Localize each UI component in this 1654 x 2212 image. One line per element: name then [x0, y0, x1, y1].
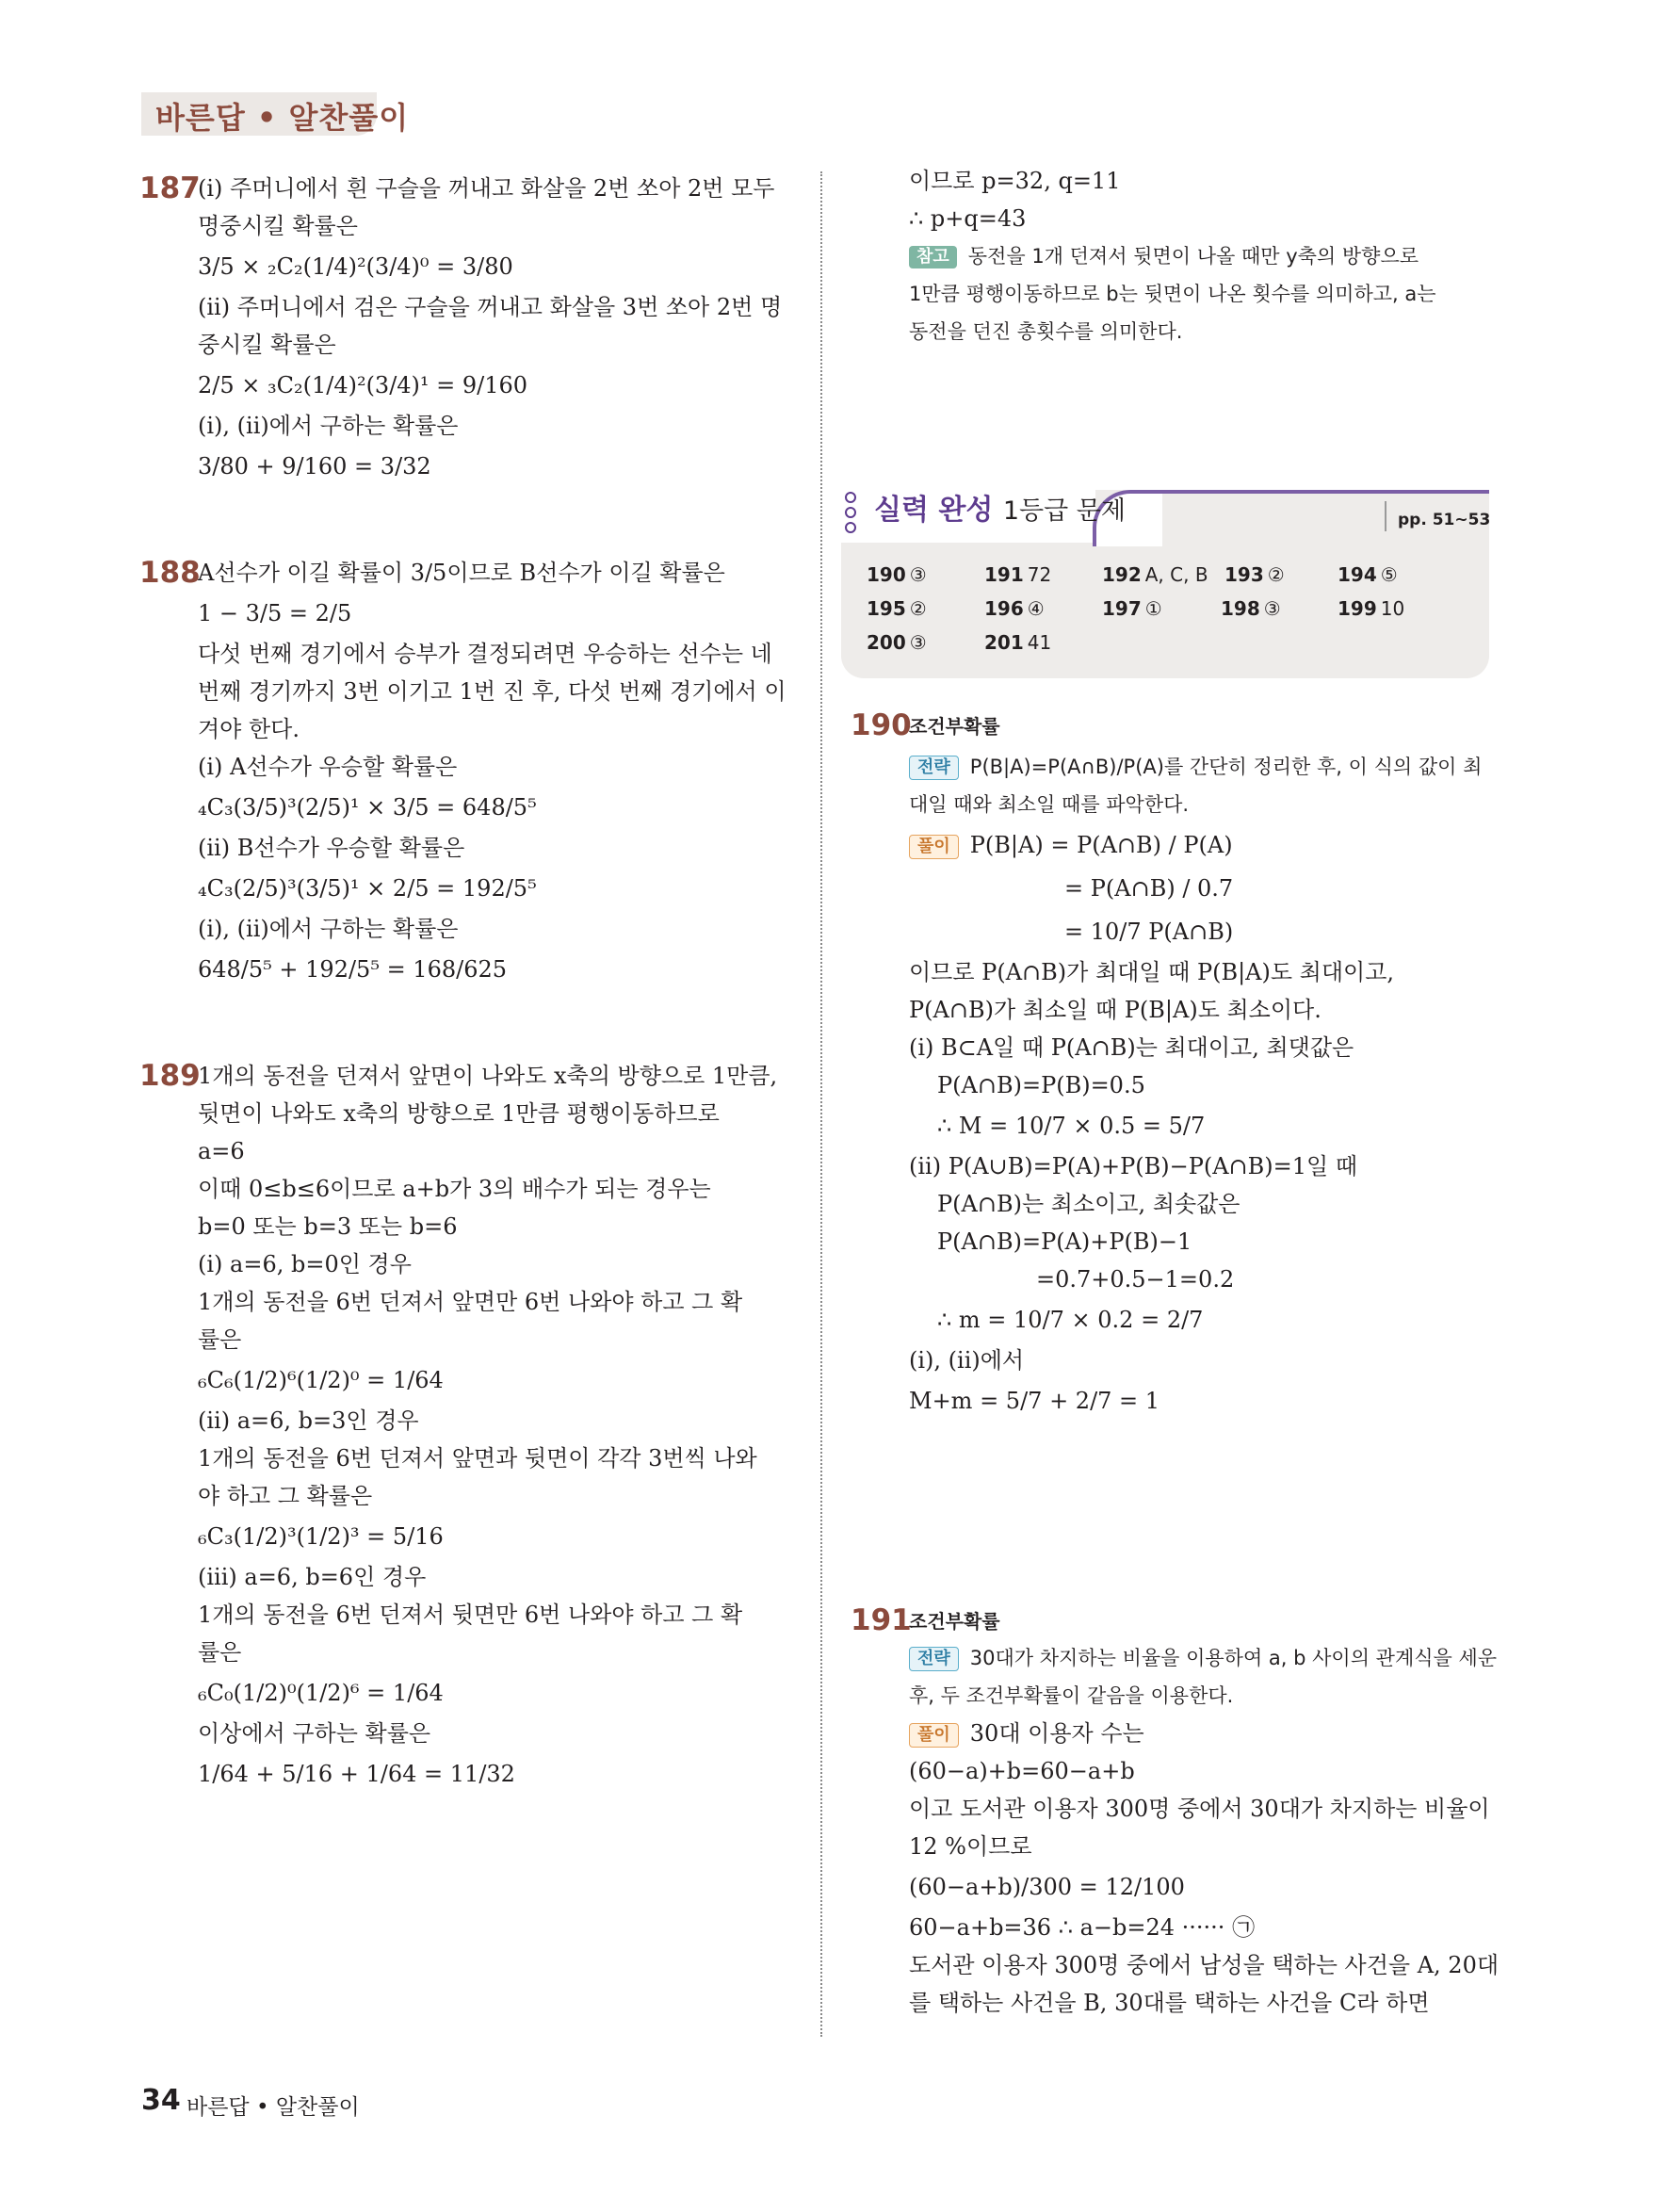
text-line: [141, 1170, 791, 1208]
solution-tag: 풀이: [909, 835, 959, 859]
note-line: [852, 237, 1502, 275]
answer-item: [1102, 563, 1208, 586]
answer-number: 194: [1338, 563, 1377, 586]
answer-box-header-line: [1154, 490, 1489, 494]
solution-line: ∴ m = 10/7 × 0.2 = 2/7: [937, 1307, 1204, 1333]
solution-line: = 10/7 P(A∩B): [1064, 919, 1234, 945]
problem-header: [852, 1602, 1502, 1639]
text-line: [141, 1283, 791, 1321]
answer-item: [867, 563, 927, 586]
line-text: ₄C₃(3/5)³(2/5)¹ × 3/5 = 648/5⁵: [198, 794, 537, 821]
spacer: [141, 991, 791, 1057]
solution-text: 30대 이용자 수는: [969, 1720, 1144, 1747]
text-line: [141, 1245, 791, 1283]
note-text: 동전을 1개 던져서 뒷면이 나올 때만 y축의 방향으로: [967, 245, 1419, 268]
line-text: 648/5⁵ + 192/5⁵ = 168/625: [198, 956, 508, 983]
line-text: (ii) a=6, b=3인 경우: [198, 1407, 419, 1434]
line-text: (i) a=6, b=0인 경우: [198, 1251, 412, 1277]
page-number: 34: [141, 2084, 181, 2117]
problem-191: [852, 1602, 1502, 2022]
text-line: [141, 910, 791, 948]
line-text: 명중시킬 확률은: [198, 213, 358, 239]
strategy-text: P(B|A)=P(A∩B)/P(A)를 간단히 정리한 후, 이 식의 값이 최: [969, 756, 1483, 778]
left-column: [141, 170, 791, 1796]
solution-line: P(A∩B)가 최소일 때 P(B|A)도 최소이다.: [909, 997, 1322, 1023]
column-divider: [820, 171, 822, 2037]
answer-value: ⑤: [1380, 563, 1398, 586]
problem-number: 189: [139, 1059, 201, 1093]
text-line: [141, 948, 791, 991]
answer-item: [867, 597, 927, 620]
line-text: 번째 경기까지 3번 이기고 1번 진 후, 다섯 번째 경기에서 이: [198, 678, 786, 705]
line-text: 3/80 + 9/160 = 3/32: [198, 453, 431, 480]
answer-item: [1224, 563, 1285, 586]
answer-value: ②: [1267, 563, 1285, 586]
solution-line: 60−a+b=36 ∴ a−b=24 ······ ㉠: [909, 1914, 1256, 1941]
text-line: [141, 673, 791, 710]
answer-value: ③: [909, 563, 927, 586]
problem-header: [852, 707, 1502, 748]
line-text: 이상에서 구하는 확률은: [198, 1720, 431, 1747]
solution-line: 이고 도서관 이용자 300명 중에서 30대가 차지하는 비율이: [909, 1796, 1490, 1822]
text-line: [141, 1558, 791, 1596]
text-line: [141, 326, 791, 364]
line-text: (ii) B선수가 우승할 확률은: [198, 835, 465, 861]
answer-value: ③: [1263, 597, 1281, 620]
solution-text: P(B|A) = P(A∩B) / P(A): [969, 832, 1233, 858]
problem-first-line: [141, 1057, 791, 1095]
solution-line: P(A∩B)=P(A)+P(B)−1: [937, 1228, 1192, 1255]
right-column-top: [852, 162, 1502, 350]
line-text: 2/5 × ₃C₂(1/4)²(3/4)¹ = 9/160: [198, 372, 528, 398]
note-tag: 참고: [909, 246, 957, 268]
answer-item: [984, 631, 1051, 654]
strategy-line: 대일 때와 최소일 때를 파악한다.: [909, 793, 1190, 816]
text-line: 이므로 p=32, q=11: [909, 168, 1121, 194]
answer-box-title-main: 실력 완성: [874, 494, 994, 527]
solution-line: 를 택하는 사건을 B, 30대를 택하는 사건을 C라 하면: [909, 1990, 1430, 2016]
text-line: [141, 1477, 791, 1515]
problem-first-line: [141, 170, 791, 207]
solution-tag: 풀이: [909, 1723, 959, 1748]
strategy-line: [852, 1639, 1502, 1677]
solution-line: (60−a+b)/300 = 12/100: [909, 1874, 1185, 1900]
solution-line: (i) B⊂A일 때 P(A∩B)는 최대이고, 최댓값은: [909, 1034, 1354, 1061]
line-text: (i) 주머니에서 흰 구슬을 꺼내고 화살을 2번 쏘아 2번 모두: [198, 175, 775, 202]
text-line: [141, 1439, 791, 1477]
answer-number: 198: [1221, 597, 1260, 620]
solution-line: = P(A∩B) / 0.7: [1064, 875, 1234, 902]
solution-line: 12 %이므로: [909, 1833, 1032, 1860]
line-text: 1개의 동전을 6번 던져서 앞면만 6번 나와야 하고 그 확: [198, 1289, 743, 1315]
solution-line: (60−a)+b=60−a+b: [909, 1758, 1135, 1784]
line-text: 이때 0≤b≤6이므로 a+b가 3의 배수가 되는 경우는: [198, 1176, 711, 1202]
text-line: [141, 1402, 791, 1439]
line-text: (iii) a=6, b=6인 경우: [198, 1564, 427, 1590]
answer-number: 195: [867, 597, 906, 620]
solution-line: =0.7+0.5−1=0.2: [1036, 1266, 1235, 1293]
line-text: ₆C₃(1/2)³(1/2)³ = 5/16: [198, 1523, 444, 1550]
text-line: [141, 407, 791, 445]
answer-box-title: [874, 486, 1126, 528]
solution-line: 이므로 P(A∩B)가 최대일 때 P(B|A)도 최대이고,: [909, 959, 1395, 985]
strategy-tag: 전략: [909, 756, 959, 780]
answer-value: ③: [909, 631, 927, 654]
solution-line: 도서관 이용자 300명 중에서 남성을 택하는 사건을 A, 20대: [909, 1952, 1500, 1978]
answer-number: 193: [1224, 563, 1264, 586]
note-line: 1만큼 평행이동하므로 b는 뒷면이 나온 횟수를 의미하고, a는: [909, 283, 1436, 305]
text-line: [141, 829, 791, 867]
problem-title: 조건부확률: [909, 715, 1000, 738]
problem-number: 187: [139, 171, 201, 205]
text-line: ∴ p+q=43: [909, 205, 1027, 232]
line-text: 1개의 동전을 던져서 앞면이 나와도 x축의 방향으로 1만큼,: [198, 1063, 778, 1089]
text-line: [141, 1515, 791, 1558]
text-line: [141, 364, 791, 407]
solution-line: M+m = 5/7 + 2/7 = 1: [909, 1388, 1160, 1414]
line-text: (i) A선수가 우승할 확률은: [198, 754, 458, 780]
answer-number: 192: [1102, 563, 1142, 586]
line-text: 1개의 동전을 6번 던져서 앞면과 뒷면이 각각 3번씩 나와: [198, 1445, 757, 1472]
text-line: [141, 1321, 791, 1358]
answer-number: 199: [1338, 597, 1377, 620]
solution-line: [852, 1715, 1502, 1752]
problem-number: 191: [851, 1603, 912, 1637]
bullet-dots-icon: [845, 492, 854, 537]
line-text: 1/64 + 5/16 + 1/64 = 11/32: [198, 1761, 515, 1787]
answer-value: 41: [1027, 631, 1052, 654]
answer-number: 197: [1102, 597, 1142, 620]
solution-line: (ii) P(A∪B)=P(A)+P(B)−P(A∩B)=1일 때: [909, 1153, 1358, 1179]
text-line: [141, 1358, 791, 1402]
note-line: 동전을 던진 총횟수를 의미한다.: [909, 320, 1183, 343]
problem-first-line: [141, 554, 791, 592]
solution-line: P(A∩B)는 최소이고, 최솟값은: [937, 1191, 1240, 1217]
answer-value: 72: [1027, 563, 1052, 586]
problem-number: 188: [139, 556, 201, 590]
answer-value: 10: [1380, 597, 1405, 620]
answer-value: ①: [1144, 597, 1162, 620]
line-text: 3/5 × ₂C₂(1/4)²(3/4)⁰ = 3/80: [198, 253, 513, 280]
text-line: [141, 867, 791, 910]
problem-title: 조건부확률: [909, 1610, 1000, 1633]
answer-number: 190: [867, 563, 906, 586]
line-text: 중시킬 확률은: [198, 332, 336, 358]
answer-number: 191: [984, 563, 1024, 586]
solution-line: [852, 823, 1502, 867]
text-line: [141, 592, 791, 635]
text-line: [141, 635, 791, 673]
line-text: (i), (ii)에서 구하는 확률은: [198, 916, 459, 942]
strategy-text: 30대가 차지하는 비율을 이용하여 a, b 사이의 관계식을 세운: [969, 1647, 1498, 1669]
line-text: 1 − 3/5 = 2/5: [198, 600, 352, 626]
problem-190: [852, 707, 1502, 1423]
text-line: [141, 445, 791, 488]
answer-item: [984, 563, 1051, 586]
line-text: ₄C₃(2/5)³(3/5)¹ × 2/5 = 192/5⁵: [198, 875, 537, 902]
line-text: (ii) 주머니에서 검은 구슬을 꺼내고 화살을 3번 쏘아 2번 명: [198, 294, 783, 320]
line-text: 1개의 동전을 6번 던져서 뒷면만 6번 나와야 하고 그 확: [198, 1602, 743, 1628]
text-line: [141, 786, 791, 829]
text-line: [141, 1671, 791, 1715]
answer-value: ②: [909, 597, 927, 620]
line-text: A선수가 이길 확률이 3/5이므로 B선수가 이길 확률은: [198, 560, 725, 586]
text-line: [141, 288, 791, 326]
answer-item: [1338, 597, 1404, 620]
answer-item: [867, 631, 927, 654]
spacer: [141, 488, 791, 554]
text-line: [141, 1634, 791, 1671]
solution-line: ∴ M = 10/7 × 0.5 = 5/7: [937, 1113, 1206, 1139]
line-text: ₆C₆(1/2)⁶(1/2)⁰ = 1/64: [198, 1367, 444, 1393]
line-text: b=0 또는 b=3 또는 b=6: [198, 1213, 458, 1240]
text-line: [141, 710, 791, 748]
answer-number: 200: [867, 631, 906, 654]
answer-value: ④: [1027, 597, 1045, 620]
answer-value: A, C, B: [1144, 563, 1208, 586]
text-line: [141, 245, 791, 288]
text-line: [141, 1095, 791, 1132]
text-line: [141, 1715, 791, 1752]
line-text: 률은: [198, 1639, 242, 1666]
line-text: 야 하고 그 확률은: [198, 1483, 373, 1509]
line-text: 뒷면이 나와도 x축의 방향으로 1만큼 평행이동하므로: [198, 1100, 720, 1127]
strategy-tag: 전략: [909, 1647, 959, 1671]
text-line: [141, 1596, 791, 1634]
answer-item: [1102, 597, 1162, 620]
answer-item: [984, 597, 1045, 620]
text-line: [141, 748, 791, 786]
strategy-line: 후, 두 조건부확률이 같음을 이용한다.: [909, 1684, 1234, 1707]
line-text: ₆C₀(1/2)⁰(1/2)⁶ = 1/64: [198, 1680, 444, 1706]
problem-number: 190: [851, 708, 912, 742]
footer-label: 바른답 • 알찬풀이: [186, 2095, 360, 2120]
solution-line: P(A∩B)=P(B)=0.5: [937, 1072, 1145, 1098]
answer-number: 196: [984, 597, 1024, 620]
line-text: 다섯 번째 경기에서 승부가 결정되려면 우승하는 선수는 네: [198, 641, 772, 667]
strategy-line: [852, 748, 1502, 786]
text-line: [141, 207, 791, 245]
answer-box-pages: pp. 51~53: [1385, 501, 1490, 531]
text-line: [141, 1752, 791, 1796]
solution-line: (i), (ii)에서: [909, 1347, 1025, 1374]
answer-box-title-sub: 1등급 문제: [1002, 496, 1126, 526]
line-text: 겨야 한다.: [198, 716, 300, 742]
header-title: 바른답 • 알찬풀이: [155, 100, 410, 136]
text-line: [141, 1208, 791, 1245]
answer-number: 201: [984, 631, 1024, 654]
line-text: (i), (ii)에서 구하는 확률은: [198, 413, 459, 439]
text-line: [141, 1132, 791, 1170]
answer-item: [1221, 597, 1281, 620]
line-text: a=6: [198, 1138, 245, 1164]
answer-item: [1338, 563, 1398, 586]
line-text: 률은: [198, 1326, 242, 1353]
